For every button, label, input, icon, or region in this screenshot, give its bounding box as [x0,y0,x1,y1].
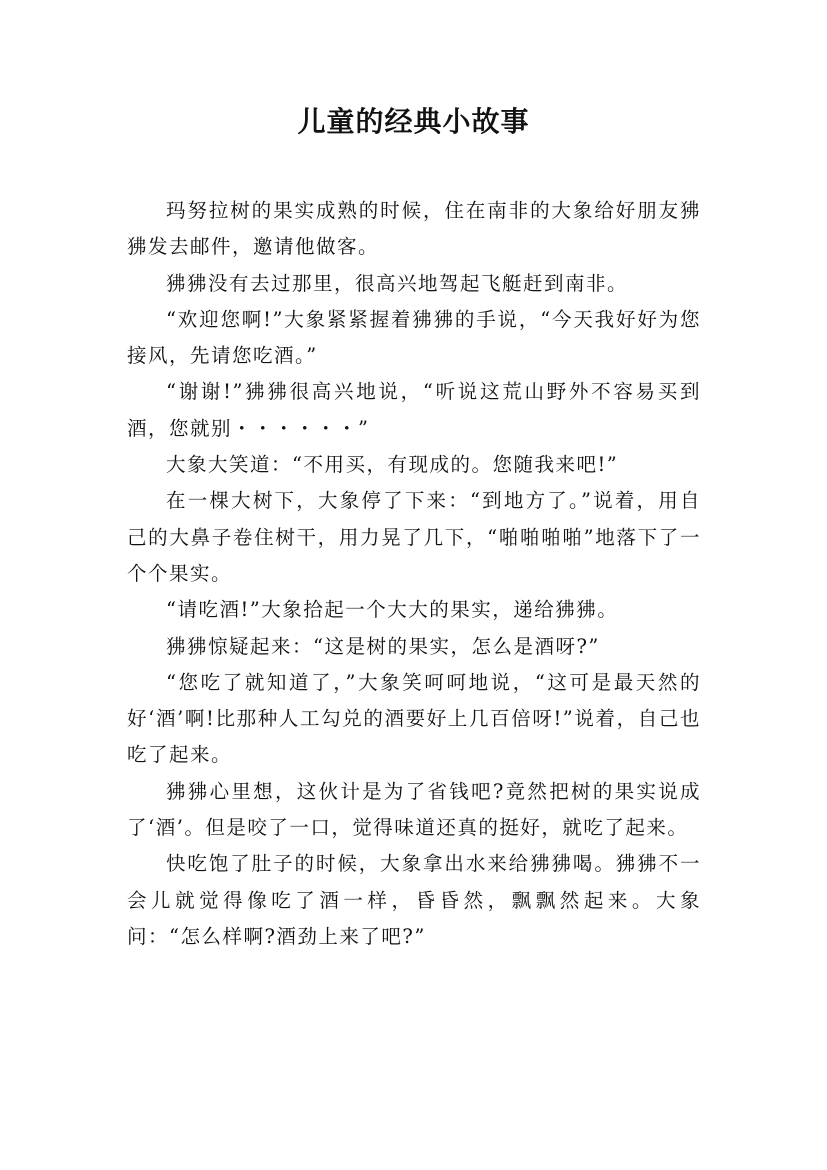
paragraph: “您吃了就知道了，”大象笑呵呵地说，“这可是最天然的好‘酒’啊!比那种人工勾兑的酒要好上几百倍呀!”说着，自己也吃了起来。 [127,670,701,767]
story-body [127,193,701,955]
paragraph: 玛努拉树的果实成熟的时候，住在南非的大象给好朋友狒狒发去邮件，邀请他做客。 [127,199,701,259]
paragraph: 狒狒心里想，这伙计是为了省钱吧?竟然把树的果实说成了‘酒’。但是咬了一口，觉得味道还真的挺好，就吃了起来。 [127,779,701,840]
paragraph: 狒狒惊疑起来：“这是树的果实，怎么是酒呀?” [166,634,600,658]
paragraph: “欢迎您啊!”大象紧紧握着狒狒的手说，“今天我好好为您接风，先请您吃酒。” [127,307,701,368]
paragraph: 快吃饱了肚子的时候，大象拿出水来给狒狒喝。狒狒不一会儿就觉得像吃了酒一样，昏昏然，飘飘然起来。大象问：“怎么样啊?酒劲上来了吧?” [127,852,701,948]
paragraph: 狒狒没有去过那里，很高兴地驾起飞艇赶到南非。 [166,271,629,295]
page-title: 儿童的经典小故事 [297,105,530,138]
paragraph: 大象大笑道：“不用买，有现成的。您随我来吧!” [166,453,619,477]
paragraph: 在一棵大树下，大象停了下来：“到地方了。”说着，用自己的大鼻子卷住树干，用力晃了几下，“啪啪啪啪”地落下了一个个果实。 [127,489,701,585]
paragraph: “请吃酒!”大象拾起一个大大的果实，递给狒狒。 [166,598,619,622]
paragraph: “谢谢!”狒狒很高兴地说，“听说这荒山野外不容易买到酒，您就别・・・・・・” [127,380,701,440]
